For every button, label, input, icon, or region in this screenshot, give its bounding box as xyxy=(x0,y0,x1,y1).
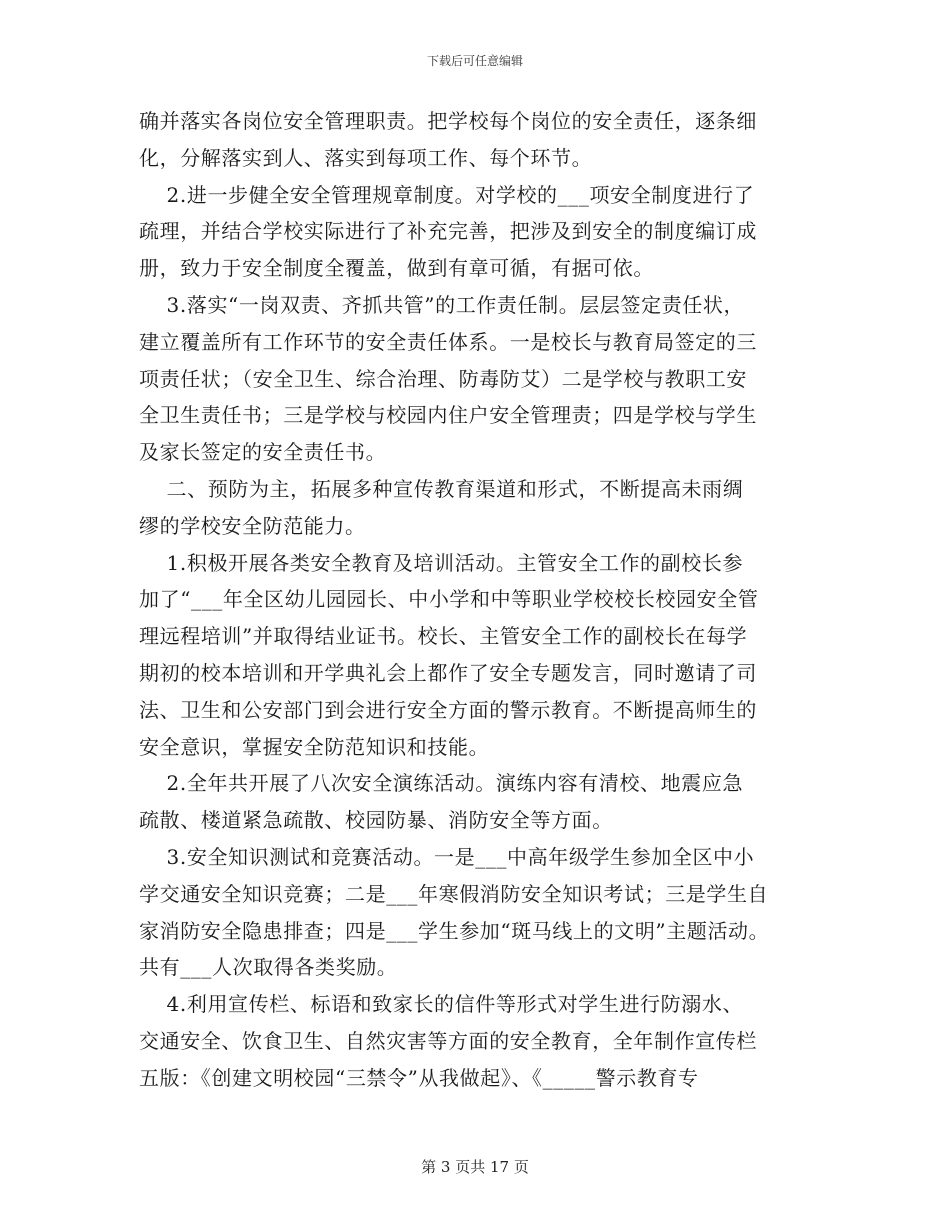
text-line: 理远程培训”并取得结业证书。校长、主管安全工作的副校长在每学 xyxy=(139,624,748,649)
text-line: 二、预防为主，拓展多种宣传教育渠道和形式，不断提高未雨绸 xyxy=(139,476,744,501)
text-line: 册，致力于安全制度全覆盖，做到有章可循，有据可依。 xyxy=(139,256,654,281)
text-line: 3.落实“一岗双责、齐抓共管”的工作责任制。层层签定责任状， xyxy=(139,292,745,317)
document-body xyxy=(139,103,811,1097)
text-line: 法、卫生和公安部门到会进行安全方面的警示教育。不断提高师生的 xyxy=(139,697,757,722)
text-line: 安全意识，掌握安全防范知识和技能。 xyxy=(139,734,490,759)
text-line: 2.进一步健全安全管理规章制度。对学校的___项安全制度进行了 xyxy=(139,182,755,207)
text-line: 项责任状；（安全卫生、综合治理、防毒防艾）二是学校与教职工安 xyxy=(139,366,747,391)
text-line: 及家长签定的安全责任书。 xyxy=(139,440,387,465)
text-line: 疏散、楼道紧急疏散、校园防暴、消防安全等方面。 xyxy=(139,808,613,833)
text-line: 缪的学校安全防范能力。 xyxy=(139,513,366,538)
text-line: 家消防安全隐患排查；四是___学生参加“斑马线上的文明”主题活动。 xyxy=(139,918,770,943)
text-line: 全卫生责任书；三是学校与校园内住户安全管理责；四是学校与学生 xyxy=(139,403,757,428)
text-line: 共有___人次取得各类奖励。 xyxy=(139,955,398,980)
text-line: 疏理，并结合学校实际进行了补充完善，把涉及到安全的制度编订成 xyxy=(139,219,757,244)
text-line: 五版：《创建文明校园“三禁令”从我做起》、《_____警示教育专 xyxy=(139,1065,699,1090)
text-line: 学交通安全知识竞赛；二是___年寒假消防安全知识考试；三是学生自 xyxy=(139,881,769,906)
text-line: 3.安全知识测试和竞赛活动。一是___中高年级学生参加全区中小 xyxy=(139,844,755,869)
text-line: 加了“___年全区幼儿园园长、中小学和中等职业学校校长校园安全管 xyxy=(139,587,759,612)
text-line: 2.全年共开展了八次安全演练活动。演练内容有清校、地震应急 xyxy=(139,771,744,796)
text-line: 交通安全、饮食卫生、自然灾害等方面的安全教育，全年制作宣传栏 xyxy=(139,1028,757,1053)
text-line: 确并落实各岗位安全管理职责。把学校每个岗位的安全责任，逐条细 xyxy=(139,109,757,133)
text-line: 期初的校本培训和开学典礼会上都作了安全专题发言，同时邀请了司 xyxy=(139,660,757,685)
text-line: 1.积极开展各类安全教育及培训活动。主管安全工作的副校长参 xyxy=(139,550,744,575)
page-header: 下载后可任意编辑 xyxy=(426,54,523,68)
text-line: 4.利用宣传栏、标语和致家长的信件等形式对学生进行防溺水、 xyxy=(139,992,744,1017)
page-number: 第 3 页共 17 页 xyxy=(421,1158,529,1176)
text-line: 化，分解落实到人、落实到每项工作、每个环节。 xyxy=(139,145,593,170)
text-line: 建立覆盖所有工作环节的安全责任体系。一是校长与教育局签定的三 xyxy=(139,329,757,354)
